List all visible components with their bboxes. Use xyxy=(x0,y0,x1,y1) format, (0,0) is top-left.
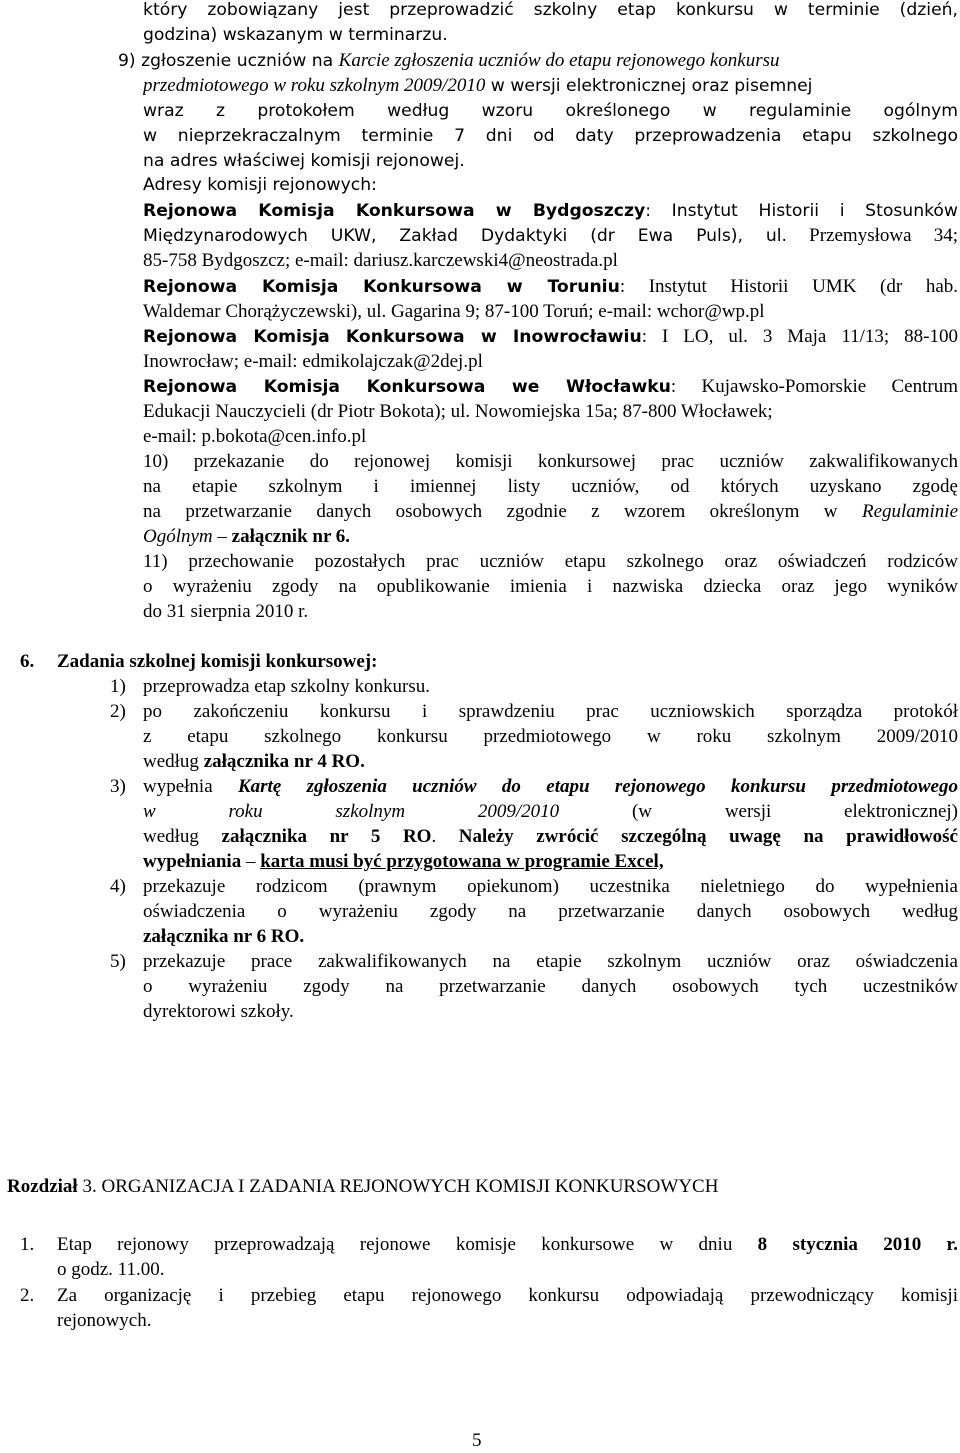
text-line: Rejonowa Komisja Konkursowa w Bydgoszczy: Instytut Historii i Stosunków xyxy=(143,201,958,221)
text-line: Etap rejonowy przeprowadzają rejonowe komisje konkursowe w dniu 8 stycznia 2010 r. xyxy=(57,1234,958,1255)
text-line: Rejonowa Komisja Konkursowa w Inowrocławiu: I LO, ul. 3 Maja 11/13; 88-100 xyxy=(143,326,958,347)
text-line: przedmiotowego w roku szkolnym 2009/2010 w wersji elektronicznej oraz pisemnej xyxy=(143,75,813,96)
text-line: 85-758 Bydgoszcz; e-mail: dariusz.karczewski4@neostrada.pl xyxy=(143,250,618,271)
text-line: Inowrocław; e-mail: edmikolajczak@2dej.pl xyxy=(143,351,483,372)
address-wloclawek xyxy=(143,374,958,449)
list-item-11 xyxy=(143,549,958,624)
text-line: e-mail: p.bokota@cen.info.pl xyxy=(143,426,367,447)
section-6-heading: 6. Zadania szkolnej komisji konkursowej: xyxy=(20,651,378,672)
text-line: na przetwarzanie danych osobowych zgodnie z wzorem określonym w Regulaminie xyxy=(143,501,958,522)
text-line: rejonowych. xyxy=(57,1310,152,1331)
text-line: na etapie szkolnym i imiennej listy uczniów, od których uzyskano zgodę xyxy=(143,476,958,497)
text-line: Rejonowa Komisja Konkursowa we Włocławku: Kujawsko-Pomorskie Centrum xyxy=(143,376,958,397)
text-line: przekazuje prace zakwalifikowanych na etapie szkolnym uczniów oraz oświadczenia xyxy=(143,951,958,972)
text-line: wypełniania – karta musi być przygotowana w programie Excel, xyxy=(143,851,664,872)
address-torun xyxy=(143,274,958,324)
text-line: wypełnia Kartę zgłoszenia uczniów do etapu rejonowego konkursu przedmiotowego xyxy=(143,776,958,797)
text-line: według załącznika nr 4 RO. xyxy=(143,751,365,772)
text-line: Ogólnym – załącznik nr 6. xyxy=(143,526,351,547)
text-line: 10) przekazanie do rejonowej komisji konkursowej prac uczniów zakwalifikowanych xyxy=(143,451,958,472)
address-inowroclaw xyxy=(143,324,958,374)
text-line: dyrektorowi szkoły. xyxy=(143,1001,294,1022)
text-line: po zakończeniu konkursu i sprawdzeniu prac uczniowskich sporządza protokół xyxy=(143,701,958,722)
text-line: Międzynarodowych UKW, Zakład Dydaktyki (dr Ewa Puls), ul. Przemysłowa 34; xyxy=(143,225,958,246)
text-line: 11) przechowanie pozostałych prac uczniów etapu szkolnego oraz oświadczeń rodziców xyxy=(143,551,958,572)
text-line: wraz z protokołem według wzoru określonego w regulaminie ogólnym xyxy=(143,101,958,121)
paragraph-continuation xyxy=(143,0,958,48)
text-line: w roku szkolnym 2009/2010 (w wersji elektronicznej) xyxy=(143,801,958,822)
text-line: przeprowadza etap szkolny konkursu. xyxy=(143,676,431,697)
text-line: przekazuje rodzicom (prawnym opiekunom) uczestnika nieletniego do wypełnienia xyxy=(143,876,958,897)
text-line: 9) zgłoszenie uczniów na Karcie zgłoszenia uczniów do etapu rejonowego konkursu xyxy=(118,50,780,71)
text-line: w nieprzekraczalnym terminie 7 dni od daty przeprowadzenia etapu szkolnego xyxy=(143,126,958,146)
text-line: oświadczenia o wyrażeniu zgody na przetwarzanie danych osobowych według xyxy=(143,901,958,922)
text-line: na adres właściwej komisji rejonowej. xyxy=(143,151,465,171)
text-line: według załącznika nr 5 RO. Należy zwrócić szczególną uwagę na prawidłowość xyxy=(143,826,958,847)
list-item-9-body xyxy=(143,73,958,174)
text-line: który zobowiązany jest przeprowadzić szkolny etap konkursu w terminie (dzień, xyxy=(143,0,958,20)
document-page: który zobowiązany jest przeprowadzić szkolny etap konkursu w terminie (dzień, godzina) wskazanym w terminarzu. 9) zgłoszenie uczniów na Karcie zgłoszenia uczniów do etapu rejonowego konkursu przedmiotowego w roku szkolnym 2009/2010 w wersji elektronicznej oraz pisemnej wraz z protokołem według wzoru określonego w regulaminie ogólnym w nieprzekraczalnym terminie 7 dni od daty przeprowadzenia etapu szkolnego na adres właściwej komisji rejonowej. Adresy komisji rejonowych: Rejonowa Komisja Konkursowa w Bydgoszczy: Instytut Historii i Stosunków Międzynarodowych UKW, Zakład Dydaktyki (dr Ewa Puls), ul. Przemysłowa 34; 85-758 Bydgoszcz; e-mail: dariusz.karczewski4@neostrada.pl Rejonowa Komisja Konkursowa w Toruniu: Instytut Historii UMK (dr hab. Waldemar Chorążyczewski), ul. Gagarina 9; 87-100 Toruń; e-mail: wchor@wp.pl Rejonowa Komisja Konkursowa w Inowrocławiu: I LO, ul. 3 Maja 11/13; 88-100 Inowrocław; e-mail: edmikolajczak@2dej.pl Rejonowa Komisja Konkursowa we Włocławku: Kujawsko-Pomorskie Centrum Edukacji Nauczycieli (dr Piotr Bokota); ul. Nowomiejska 15a; 87-800 Włocławek; e-mail: p.bokota@cen.info.pl 10) przekazanie do rejonowej komisji konkursowej prac uczniów zakwalifikowanych na etapie szkolnym i imiennej listy uczniów, od których uzyskano zgodę na przetwarzanie danych osobowych zgodnie z wzorem określonym w Regulaminie Ogólnym – załącznik nr 6. 11) przechowanie pozostałych prac uczniów etapu szkolnego oraz oświadczeń rodziców o wyrażeniu zgody na opublikowanie imienia i nazwiska dziecka oraz jego wyników do 31 sierpnia 2010 r. 6. Zadania szkolnej komisji konkursowej: 1) przeprowadza etap szkolny konkursu. 2) po zakończeniu konkursu i sprawdzeniu prac uczniowskich sporządza protokół z etapu szkolnego konkursu przedmiotowego w roku szkolnym 2009/2010 według załącznika nr 4 RO. 3) wypełnia Kartę zgłoszenia uczniów do etapu rejonowego konkursu przedmiotowego w roku szkolnym 2009/2010 (w wersji elektronicznej) według załącznika nr 5 RO. Należy zwrócić szczególną uwagę na prawidłowość wypełniania – karta musi być przygotowana w programie Excel, 4) przekazuje rodzicom (prawnym opiekunom) uczestnika nieletniego do wypełnienia oświadczenia o wyrażeniu zgody na przetwarzanie danych osobowych według załącznika nr 6 RO. 5) przekazuje prace zakwalifikowanych na etapie szkolnym uczniów oraz oświadczenia o wyrażeniu zgody na przetwarzanie danych osobowych tych uczestników dyrektorowi szkoły. Rozdział 3. ORGANIZACJA I ZADANIA REJONOWYCH KOMISJI KONKURSOWYCH 1. Etap rejonowy przeprowadzają rejonowe komisje konkursowe w dniu 8 stycznia 2010 r. o godz. 11.00. 2. Za organizację i przebieg etapu rejonowego konkursu odpowiadają przewodniczący komisji rejonowych. 5 xyxy=(7,0,958,1451)
text-line: Rejonowa Komisja Konkursowa w Toruniu: Instytut Historii UMK (dr hab. xyxy=(143,276,958,297)
text-line: Za organizację i przebieg etapu rejonowego konkursu odpowiadają przewodniczący komisji xyxy=(57,1285,958,1306)
text-line: godzina) wskazanym w terminarzu. xyxy=(143,25,448,45)
text-line: o wyrażeniu zgody na opublikowanie imienia i nazwiska dziecka oraz jego wyników xyxy=(143,576,958,597)
text-line: do 31 sierpnia 2010 r. xyxy=(143,601,309,622)
list-item-10 xyxy=(143,449,958,549)
chapter-3-heading: Rozdział 3. ORGANIZACJA I ZADANIA REJONOWYCH KOMISJI KONKURSOWYCH xyxy=(7,1176,719,1197)
text-line: załącznika nr 6 RO. xyxy=(143,926,305,947)
text-line: z etapu szkolnego konkursu przedmiotowego w roku szkolnym 2009/2010 xyxy=(143,726,958,747)
text-line: Adresy komisji rejonowych: xyxy=(143,175,377,195)
list-item-9 xyxy=(118,48,958,74)
text-line: o wyrażeniu zgody na przetwarzanie danych osobowych tych uczestników xyxy=(143,976,958,997)
text-line: o godz. 11.00. xyxy=(57,1259,165,1280)
text-line: Edukacji Nauczycieli (dr Piotr Bokota); ul. Nowomiejska 15a; 87-800 Włocławek; xyxy=(143,401,773,422)
address-bydgoszcz xyxy=(143,198,958,273)
page-number: 5 xyxy=(472,1430,482,1451)
addresses-intro xyxy=(143,173,958,198)
text-line: Waldemar Chorążyczewski), ul. Gagarina 9; 87-100 Toruń; e-mail: wchor@wp.pl xyxy=(143,301,765,322)
